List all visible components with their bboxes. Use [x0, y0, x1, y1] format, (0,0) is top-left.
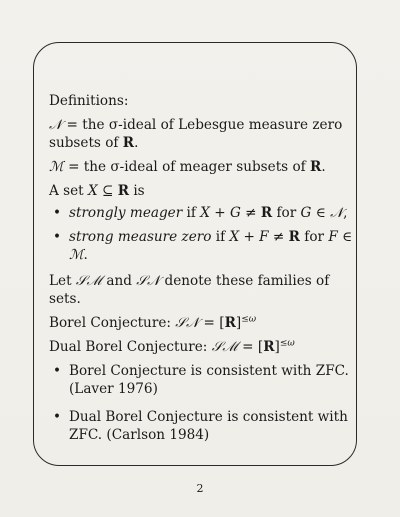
math-expression: G ∈ 𝒩: [300, 205, 344, 221]
punctuation: .: [321, 159, 326, 175]
reals-symbol: R: [260, 205, 273, 221]
families-prefix: Let: [49, 273, 76, 289]
list-item: [49, 204, 359, 222]
term-strong-measure-zero: strong measure zero: [69, 229, 212, 245]
meager-ideal-definition: [49, 158, 359, 176]
math-expression: X + G ≠: [200, 205, 261, 221]
bullet-icon: •: [53, 363, 62, 379]
bullet-icon: •: [53, 409, 62, 425]
result-laver: Borel Conjecture is consistent with ZFC. (Laver 1976): [69, 363, 349, 397]
punctuation: ,: [343, 205, 348, 221]
set-intro-prefix: A set: [49, 183, 88, 199]
list-item: [49, 362, 359, 398]
countable-superscript: ≤ω: [241, 314, 257, 325]
dual-borel-conjecture: [49, 338, 359, 356]
meager-ideal-symbol: ℳ: [49, 159, 64, 175]
families-line: [49, 272, 359, 308]
set-variable: X: [87, 183, 98, 199]
equals-bracket: = [: [237, 339, 264, 355]
close-bracket: ]: [274, 339, 280, 355]
families-suffix: denote these families of sets.: [49, 273, 330, 307]
page-number: 2: [196, 482, 204, 495]
math-expression: F ∈ ℳ: [69, 229, 353, 263]
reals-symbol: R: [288, 229, 300, 245]
null-ideal-text: = the σ-ideal of Lebesgue measure zero subsets of: [49, 117, 343, 151]
consistency-results: [49, 362, 359, 444]
punctuation: .: [134, 135, 139, 151]
reals-symbol: R: [224, 315, 236, 331]
list-item: [49, 408, 359, 444]
families-mid: and: [102, 273, 137, 289]
definition-bullets: [49, 204, 359, 264]
condition-text: for: [272, 205, 301, 221]
equals-bracket: = [: [199, 315, 225, 331]
heading-text: Definitions:: [49, 93, 129, 109]
reals-symbol: R: [117, 183, 129, 199]
bullet-icon: •: [53, 205, 62, 221]
set-intro: [49, 182, 359, 200]
null-ideal-definition: [49, 116, 359, 152]
set-intro-suffix: is: [129, 183, 145, 199]
reals-symbol: R: [263, 339, 275, 355]
condition-text: if: [211, 229, 230, 245]
subset-symbol: ⊆: [97, 183, 118, 199]
sm-symbol: 𝒮ℳ: [75, 273, 103, 289]
term-strongly-meager: strongly meager: [69, 205, 183, 221]
sm-symbol: 𝒮ℳ: [211, 339, 238, 355]
sn-symbol: 𝒮𝒩: [175, 315, 200, 331]
borel-label: Borel Conjecture:: [49, 315, 176, 331]
countable-superscript: ≤ω: [279, 338, 295, 349]
bullet-icon: •: [53, 229, 62, 245]
list-item: [49, 228, 359, 264]
close-bracket: ]: [235, 315, 242, 331]
condition-text: for: [299, 229, 329, 245]
borel-conjecture: [49, 314, 359, 332]
dual-borel-label: Dual Borel Conjecture:: [49, 339, 212, 355]
math-expression: X + F ≠: [229, 229, 289, 245]
sn-symbol: 𝒮𝒩: [136, 273, 161, 289]
slide-content: [49, 92, 359, 454]
reals-symbol: R: [122, 135, 135, 151]
meager-ideal-text: = the σ-ideal of meager subsets of: [63, 159, 310, 175]
reals-symbol: R: [310, 159, 322, 175]
definitions-heading: [49, 92, 359, 110]
null-ideal-symbol: 𝒩: [49, 117, 63, 133]
punctuation: .: [83, 247, 88, 263]
result-carlson: Dual Borel Conjecture is consistent with ZFC. (Carlson 1984): [69, 409, 348, 443]
condition-text: if: [182, 205, 201, 221]
